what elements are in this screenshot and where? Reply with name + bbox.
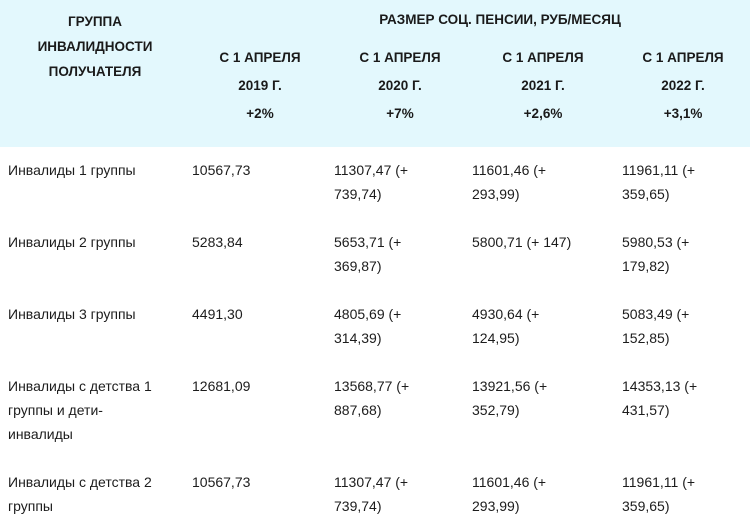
cell-line: 10567,73	[192, 474, 251, 490]
year-header-year: 2019 Г.	[238, 78, 282, 93]
cell-line: 152,85)	[622, 330, 670, 346]
group-header-line: ГРУППА	[67, 14, 123, 29]
year-header-increase: +2,6%	[523, 106, 563, 121]
year-header-increase: +7%	[386, 106, 414, 121]
cell-line: Инвалиды 3 группы	[8, 306, 136, 322]
year-header-date: С 1 АПРЕЛЯ	[642, 50, 724, 65]
cell-line: 11307,47 (+	[334, 474, 409, 490]
cell-line: 5083,49 (+	[622, 306, 690, 322]
group-name-cell	[0, 363, 190, 459]
table-row	[0, 291, 750, 363]
pension-2021-cell	[470, 291, 616, 363]
cell-line: 11601,46 (+	[472, 162, 547, 178]
pension-2019-cell	[190, 219, 330, 291]
cell-line: 5283,84	[192, 234, 243, 250]
cell-line: Инвалиды 1 группы	[8, 162, 136, 178]
cell-line: 11961,11 (+	[622, 162, 696, 178]
cell-line: 179,82)	[622, 258, 670, 274]
group-name-cell	[0, 219, 190, 291]
cell-line: группы	[8, 498, 53, 514]
group-column-header	[0, 0, 190, 147]
group-name-cell	[0, 147, 190, 219]
pension-2020-cell	[330, 363, 470, 459]
year-header-2022	[616, 40, 750, 147]
pension-2021-cell	[470, 459, 616, 518]
cell-line: Инвалиды с детства 1	[8, 378, 152, 394]
cell-line: 314,39)	[334, 330, 382, 346]
year-header-2019	[190, 40, 330, 147]
cell-line: 369,87)	[334, 258, 382, 274]
cell-line: 4805,69 (+	[334, 306, 402, 322]
table-row	[0, 219, 750, 291]
pension-2019-cell	[190, 147, 330, 219]
year-header-date: С 1 АПРЕЛЯ	[359, 50, 441, 65]
cell-line: 13921,56 (+	[472, 378, 548, 394]
pension-2020-cell	[330, 291, 470, 363]
cell-line: инвалиды	[8, 426, 73, 442]
table-row	[0, 147, 750, 219]
cell-line: 13568,77 (+	[334, 378, 410, 394]
cell-line: 11307,47 (+	[334, 162, 409, 178]
pension-2022-cell	[616, 291, 750, 363]
cell-line: Инвалиды с детства 2	[8, 474, 152, 490]
cell-line: 5653,71 (+	[334, 234, 402, 250]
cell-line: 11961,11 (+	[622, 474, 696, 490]
pension-size-header: РАЗМЕР СОЦ. ПЕНСИИ, РУБ/МЕСЯЦ	[190, 0, 750, 40]
table-row	[0, 459, 750, 518]
year-header-year: 2020 Г.	[378, 78, 422, 93]
cell-line: 359,65)	[622, 186, 670, 202]
pension-2021-cell	[470, 219, 616, 291]
header-row-top	[0, 0, 750, 40]
cell-line: 5800,71 (+ 147)	[472, 234, 572, 250]
cell-line: группы и дети-	[8, 402, 103, 418]
pension-2020-cell	[330, 147, 470, 219]
cell-line: 431,57)	[622, 402, 670, 418]
cell-line: 14353,13 (+	[622, 378, 698, 394]
cell-line: 4930,64 (+	[472, 306, 540, 322]
cell-line: 739,74)	[334, 186, 382, 202]
year-header-year: 2022 Г.	[661, 78, 705, 93]
pension-2021-cell	[470, 147, 616, 219]
cell-line: 5980,53 (+	[622, 234, 690, 250]
cell-line: 359,65)	[622, 498, 670, 514]
pension-2019-cell	[190, 363, 330, 459]
year-header-date: С 1 АПРЕЛЯ	[219, 50, 301, 65]
pension-2021-cell	[470, 363, 616, 459]
cell-line: 124,95)	[472, 330, 520, 346]
cell-line: 887,68)	[334, 402, 382, 418]
pension-2020-cell	[330, 459, 470, 518]
group-name-cell	[0, 459, 190, 518]
year-header-2020	[330, 40, 470, 147]
cell-line: 4491,30	[192, 306, 243, 322]
pension-2019-cell	[190, 459, 330, 518]
pension-2022-cell	[616, 147, 750, 219]
cell-line: 10567,73	[192, 162, 251, 178]
year-header-increase: +3,1%	[663, 106, 703, 121]
year-header-date: С 1 АПРЕЛЯ	[502, 50, 584, 65]
cell-line: 739,74)	[334, 498, 382, 514]
cell-line: Инвалиды 2 группы	[8, 234, 136, 250]
group-header-line: ИНВАЛИДНОСТИ	[37, 39, 153, 54]
group-header-line: ПОЛУЧАТЕЛЯ	[48, 64, 142, 79]
pension-2019-cell	[190, 291, 330, 363]
group-name-cell	[0, 291, 190, 363]
cell-line: 12681,09	[192, 378, 251, 394]
cell-line: 11601,46 (+	[472, 474, 547, 490]
table-row	[0, 363, 750, 459]
year-header-increase: +2%	[246, 106, 274, 121]
pension-2022-cell	[616, 459, 750, 518]
pension-2022-cell	[616, 219, 750, 291]
year-header-2021	[470, 40, 616, 147]
cell-line: 293,99)	[472, 498, 520, 514]
pension-2022-cell	[616, 363, 750, 459]
pension-2020-cell	[330, 219, 470, 291]
cell-line: 352,79)	[472, 402, 520, 418]
year-header-year: 2021 Г.	[521, 78, 565, 93]
cell-line: 293,99)	[472, 186, 520, 202]
